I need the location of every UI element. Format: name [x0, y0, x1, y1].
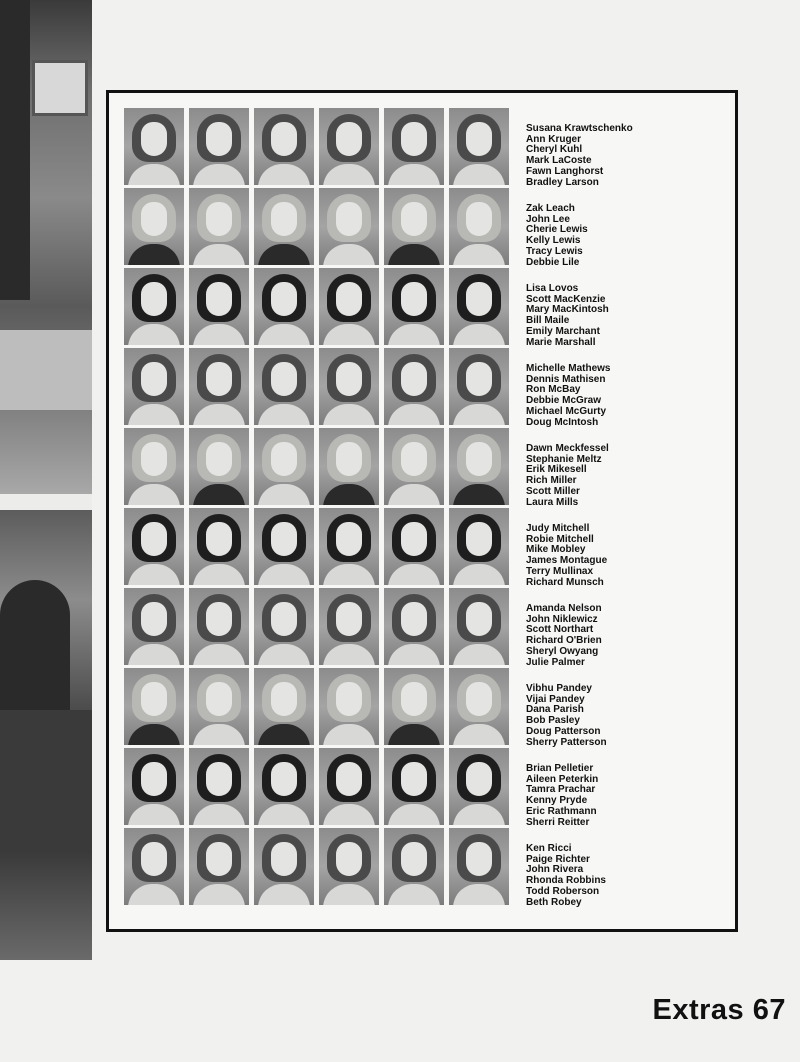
student-hair [0, 580, 70, 720]
student-portrait [189, 188, 249, 265]
student-portrait [189, 588, 249, 665]
student-portrait [124, 428, 184, 505]
student-portrait [254, 268, 314, 345]
student-portrait [254, 588, 314, 665]
student-name: Cherie Lewis [526, 224, 588, 236]
student-name: Sheryl Owyang [526, 645, 599, 657]
name-group [526, 604, 726, 668]
student-portrait [384, 588, 444, 665]
student-portrait [449, 108, 509, 185]
student-portrait [384, 428, 444, 505]
student-portrait [449, 668, 509, 745]
student-name: Eric Rathmann [526, 805, 597, 817]
student-name: Susana Krawtschenko [526, 123, 633, 134]
student-portrait [449, 748, 509, 825]
campus-photo [0, 0, 92, 494]
student-portrait [189, 828, 249, 905]
student-portrait [124, 828, 184, 905]
student-name: Richard O'Brien [526, 635, 602, 647]
student-name: Rhonda Robbins [526, 875, 606, 887]
student-portrait [124, 588, 184, 665]
student-name: Michael McGurty [526, 405, 607, 417]
student-name: Laura Mills [526, 496, 579, 508]
student-name: Erik Mikesell [526, 464, 587, 476]
student-name: Lisa Lovos [526, 283, 579, 294]
student-name: John Lee [526, 213, 570, 225]
tree-trunk [0, 0, 30, 300]
student-name: Fawn Langhorst [526, 165, 604, 177]
student-portrait [384, 348, 444, 425]
student-name: Tracy Lewis [526, 245, 583, 257]
student-name: Kelly Lewis [526, 235, 581, 247]
student-name: Robie Mitchell [526, 533, 594, 545]
student-name: Julie Palmer [526, 656, 585, 668]
student-portrait [189, 668, 249, 745]
student-name: Judy Mitchell [526, 523, 590, 534]
student-name: John Niklewicz [526, 613, 598, 625]
student-portrait [319, 508, 379, 585]
student-name: Ron McBay [526, 384, 581, 396]
page-footer [653, 994, 787, 1027]
student-portrait [189, 748, 249, 825]
student-portrait [124, 508, 184, 585]
student-name: Richard Munsch [526, 576, 604, 588]
left-photo-strip [0, 0, 92, 960]
student-name: Paige Richter [526, 853, 590, 865]
student-portrait [319, 588, 379, 665]
student-name: Sherri Reitter [526, 816, 590, 828]
student-portrait [254, 828, 314, 905]
student-portrait [124, 668, 184, 745]
student-name: Marie Marshall [526, 336, 596, 348]
name-group [526, 364, 726, 428]
page-number: 67 [752, 994, 786, 1026]
student-name: Beth Robey [526, 896, 582, 908]
student-portrait [319, 108, 379, 185]
student-portrait [449, 428, 509, 505]
student-name: Emily Marchant [526, 325, 600, 337]
student-name: Ken Ricci [526, 843, 572, 854]
student-portrait [124, 108, 184, 185]
student-portrait [319, 188, 379, 265]
student-name: Bradley Larson [526, 176, 599, 188]
student-name: Scott MacKenzie [526, 293, 606, 305]
student-name: James Montague [526, 555, 608, 567]
student-portrait [124, 748, 184, 825]
name-group [526, 124, 726, 188]
student-portrait [254, 668, 314, 745]
student-portrait [449, 508, 509, 585]
student-portrait [189, 108, 249, 185]
student-name: Rich Miller [526, 475, 577, 487]
name-group [526, 684, 726, 748]
student-name: Vibhu Pandey [526, 683, 592, 694]
student-name: Dennis Mathisen [526, 373, 606, 385]
student-name: Debbie McGraw [526, 395, 602, 407]
student-portrait [449, 588, 509, 665]
student-name: Mark LaCoste [526, 155, 592, 167]
student-name: Kenny Pryde [526, 795, 588, 807]
student-portrait [189, 508, 249, 585]
student-portrait [254, 188, 314, 265]
student-name: Cheryl Kuhl [526, 144, 583, 156]
portrait-panel [106, 90, 738, 932]
student-name: Zak Leach [526, 203, 575, 214]
student-portrait [384, 508, 444, 585]
walkway [0, 330, 92, 410]
student-portrait [449, 348, 509, 425]
student-name: Todd Roberson [526, 885, 600, 897]
student-name: John Rivera [526, 864, 584, 876]
student-name: Dawn Meckfessel [526, 443, 609, 454]
student-name: Debbie Lile [526, 256, 580, 268]
student-name: Bill Maile [526, 315, 570, 327]
student-portrait [384, 188, 444, 265]
student-portrait [319, 428, 379, 505]
student-portrait [449, 188, 509, 265]
student-portrait [124, 188, 184, 265]
name-group [526, 764, 726, 828]
student-name: Scott Miller [526, 485, 580, 497]
student-name: Aileen Peterkin [526, 773, 599, 785]
student-portrait [124, 348, 184, 425]
student-name: Terry Mullinax [526, 565, 594, 577]
student-portrait [254, 108, 314, 185]
name-group [526, 524, 726, 588]
student-portrait [254, 348, 314, 425]
student-portrait [319, 828, 379, 905]
student-portrait [254, 508, 314, 585]
student-name: Tamra Prachar [526, 784, 596, 796]
student-name: Doug McIntosh [526, 416, 599, 428]
student-portrait [189, 268, 249, 345]
student-portrait [254, 748, 314, 825]
classroom-photo [0, 510, 92, 960]
student-name: Mike Mobley [526, 544, 586, 556]
name-group [526, 204, 726, 268]
building-window [32, 60, 88, 116]
student-portrait [319, 348, 379, 425]
student-jacket [0, 710, 92, 850]
student-portrait [189, 428, 249, 505]
student-portrait [254, 428, 314, 505]
name-group [526, 844, 726, 908]
student-name: Doug Patterson [526, 725, 601, 737]
student-portrait [319, 668, 379, 745]
name-group [526, 444, 726, 508]
student-name: Bob Pasley [526, 715, 580, 727]
student-name: Amanda Nelson [526, 603, 602, 614]
student-portrait [319, 748, 379, 825]
student-portrait [384, 268, 444, 345]
student-name: Scott Northart [526, 624, 594, 636]
student-portrait [449, 268, 509, 345]
student-name: Brian Pelletier [526, 763, 594, 774]
student-name: Ann Kruger [526, 133, 581, 145]
student-portrait [384, 748, 444, 825]
name-group [526, 284, 726, 348]
student-portrait [384, 828, 444, 905]
section-title: Extras [652, 994, 745, 1026]
student-portrait [319, 268, 379, 345]
student-name: Michelle Mathews [526, 363, 611, 374]
portrait-grid [124, 108, 509, 905]
student-portrait [449, 828, 509, 905]
student-portrait [124, 268, 184, 345]
student-name: Sherry Patterson [526, 736, 607, 748]
student-portrait [384, 668, 444, 745]
student-name: Stephanie Meltz [526, 453, 602, 465]
student-portrait [384, 108, 444, 185]
student-portrait [189, 348, 249, 425]
student-name: Vijai Pandey [526, 693, 585, 705]
student-name: Mary MacKintosh [526, 304, 609, 316]
student-name: Dana Parish [526, 704, 584, 716]
